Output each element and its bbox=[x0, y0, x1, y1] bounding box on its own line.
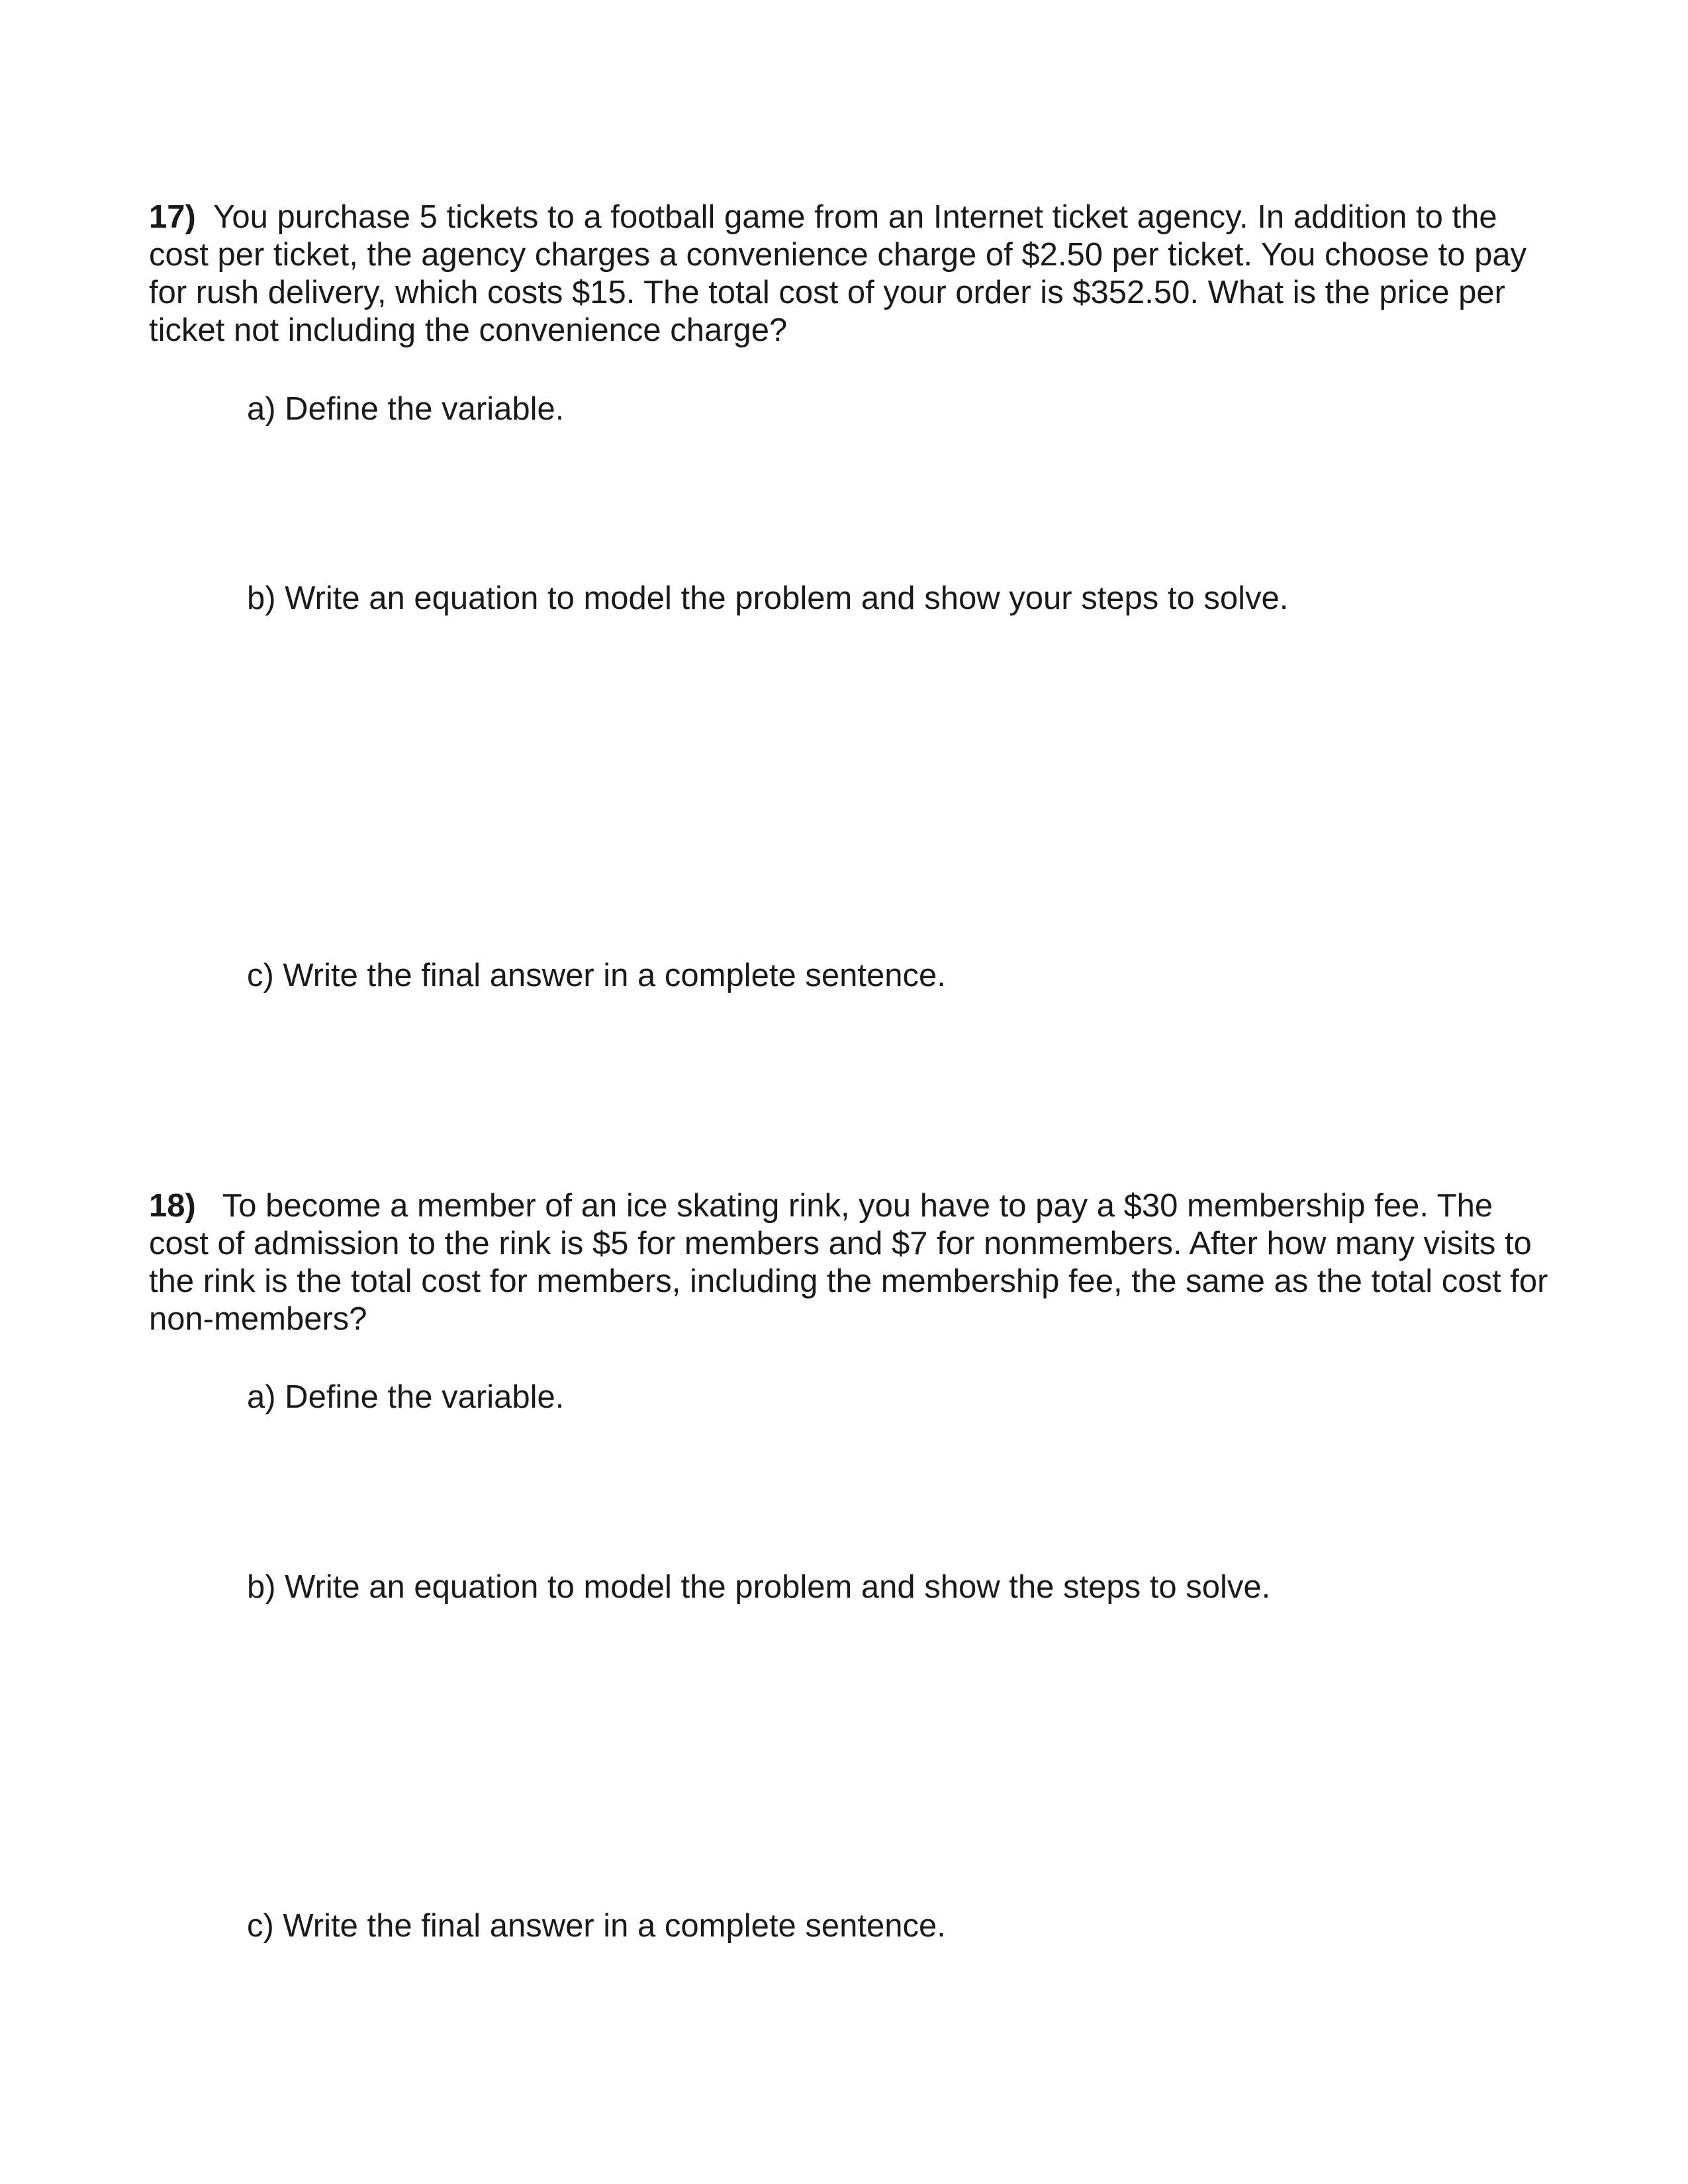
problem-17-part-a: a) Define the variable. bbox=[247, 391, 565, 427]
problem-18-number: 18) bbox=[149, 1188, 196, 1224]
problem-18-part-a: a) Define the variable. bbox=[247, 1379, 565, 1415]
problem-18-part-b: b) Write an equation to model the problem and show the steps to solve. bbox=[247, 1569, 1271, 1605]
problem-18 bbox=[149, 1187, 1552, 1338]
problem-17-part-b: b) Write an equation to model the problem and show your steps to solve. bbox=[247, 580, 1289, 616]
problem-18-part-c: c) Write the final answer in a complete sentence. bbox=[247, 1908, 946, 1944]
problem-17-part-c: c) Write the final answer in a complete sentence. bbox=[247, 958, 946, 993]
problem-17-text: You purchase 5 tickets to a football game from an Internet ticket agency. In addition to the cost per ticket, the agency charges a convenience charge of $2.50 per ticket. You choose to pay for rush delivery, which costs $15. The total cost of your order is $352.50. What is the price per ticket not including the convenience charge? bbox=[149, 199, 1527, 348]
problem-17-number: 17) bbox=[149, 199, 196, 235]
problem-17 bbox=[149, 199, 1552, 349]
problem-18-text: To become a member of an ice skating rink, you have to pay a $30 membership fee. The cost of admission to the rink is $5 for members and $7 for nonmembers. After how many visits to the rink is the total cost for members, including the membership fee, the same as the total cost for non-members? bbox=[149, 1188, 1548, 1337]
